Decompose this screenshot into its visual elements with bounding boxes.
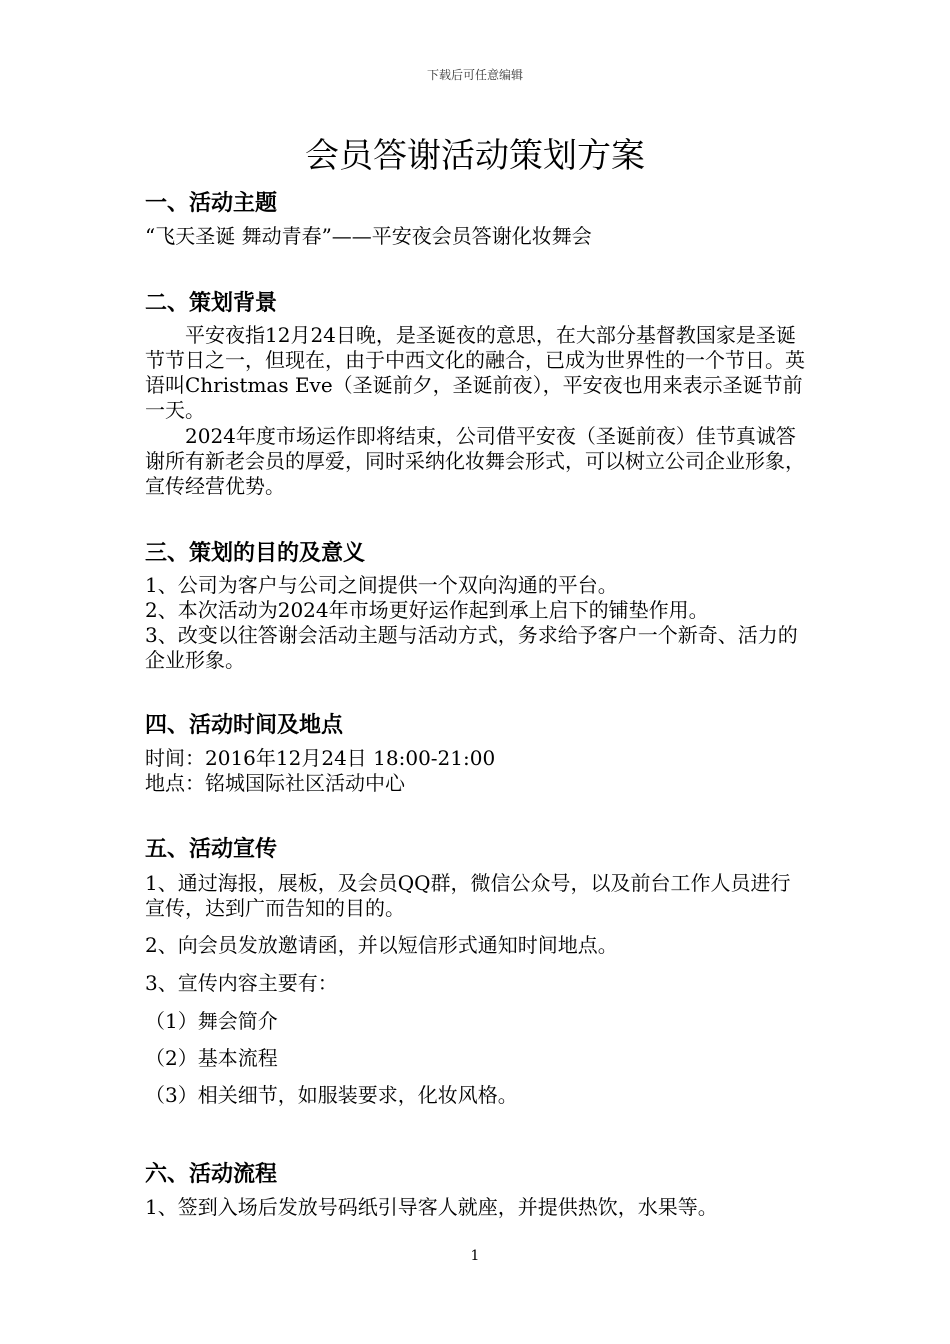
section-heading-background: 二、策划背景 xyxy=(145,291,278,316)
list-item: （1）舞会简介 xyxy=(145,1009,278,1033)
document-title: 会员答谢活动策划方案 xyxy=(305,136,645,176)
section-heading-purpose: 三、策划的目的及意义 xyxy=(145,541,366,566)
section-heading-time-place: 四、活动时间及地点 xyxy=(145,713,344,738)
section-heading-process: 六、活动流程 xyxy=(145,1162,278,1187)
list-item: 1、公司为客户与公司之间提供一个双向沟通的平台。 xyxy=(145,573,618,597)
section-heading-theme: 一、活动主题 xyxy=(145,191,278,216)
page-header: 下载后可任意编辑 xyxy=(426,68,523,82)
list-item: （2）基本流程 xyxy=(145,1046,278,1070)
list-item: 1、签到入场后发放号码纸引导客人就座，并提供热饮，水果等。 xyxy=(145,1195,718,1219)
page-number: 1 xyxy=(470,1248,480,1264)
event-place: 地点：铭城国际社区活动中心 xyxy=(145,771,405,795)
list-item: 2、本次活动为2024年市场更好运作起到承上启下的铺垫作用。 xyxy=(145,598,709,622)
list-item: 1、通过海报，展板，及会员QQ群，微信公众号，以及前台工作人员进行宣传，达到广而告知的目的。 xyxy=(145,871,791,920)
event-time: 时间：2016年12月24日 18:00-21:00 xyxy=(145,746,496,770)
background-paragraph-2: 2024年度市场运作即将结束，公司借平安夜（圣诞前夜）佳节真诚答谢所有新老会员的厚爱，同时采纳化妆舞会形式，可以树立公司企业形象，宣传经营优势。 xyxy=(145,424,805,498)
section-heading-promotion: 五、活动宣传 xyxy=(145,837,278,862)
list-item: 2、向会员发放邀请函，并以短信形式通知时间地点。 xyxy=(145,933,618,957)
list-item: 3、宣传内容主要有： xyxy=(145,971,338,995)
background-paragraph-1: 平安夜指12月24日晚，是圣诞夜的意思，在大部分基督教国家是圣诞节节日之一，但现在，由于中西文化的融合，已成为世界性的一个节日。英语叫Christmas Eve（圣诞前夕，圣诞前夜），平安夜也用来表示圣诞节前一天。 xyxy=(145,323,805,422)
theme-text: “飞天圣诞 舞动青春”——平安夜会员答谢化妆舞会 xyxy=(145,224,592,248)
list-item: 3、改变以往答谢会活动主题与活动方式，务求给予客户一个新奇、活力的企业形象。 xyxy=(145,623,798,672)
purpose-list xyxy=(145,573,810,673)
list-item: （3）相关细节，如服装要求，化妆风格。 xyxy=(145,1083,518,1107)
